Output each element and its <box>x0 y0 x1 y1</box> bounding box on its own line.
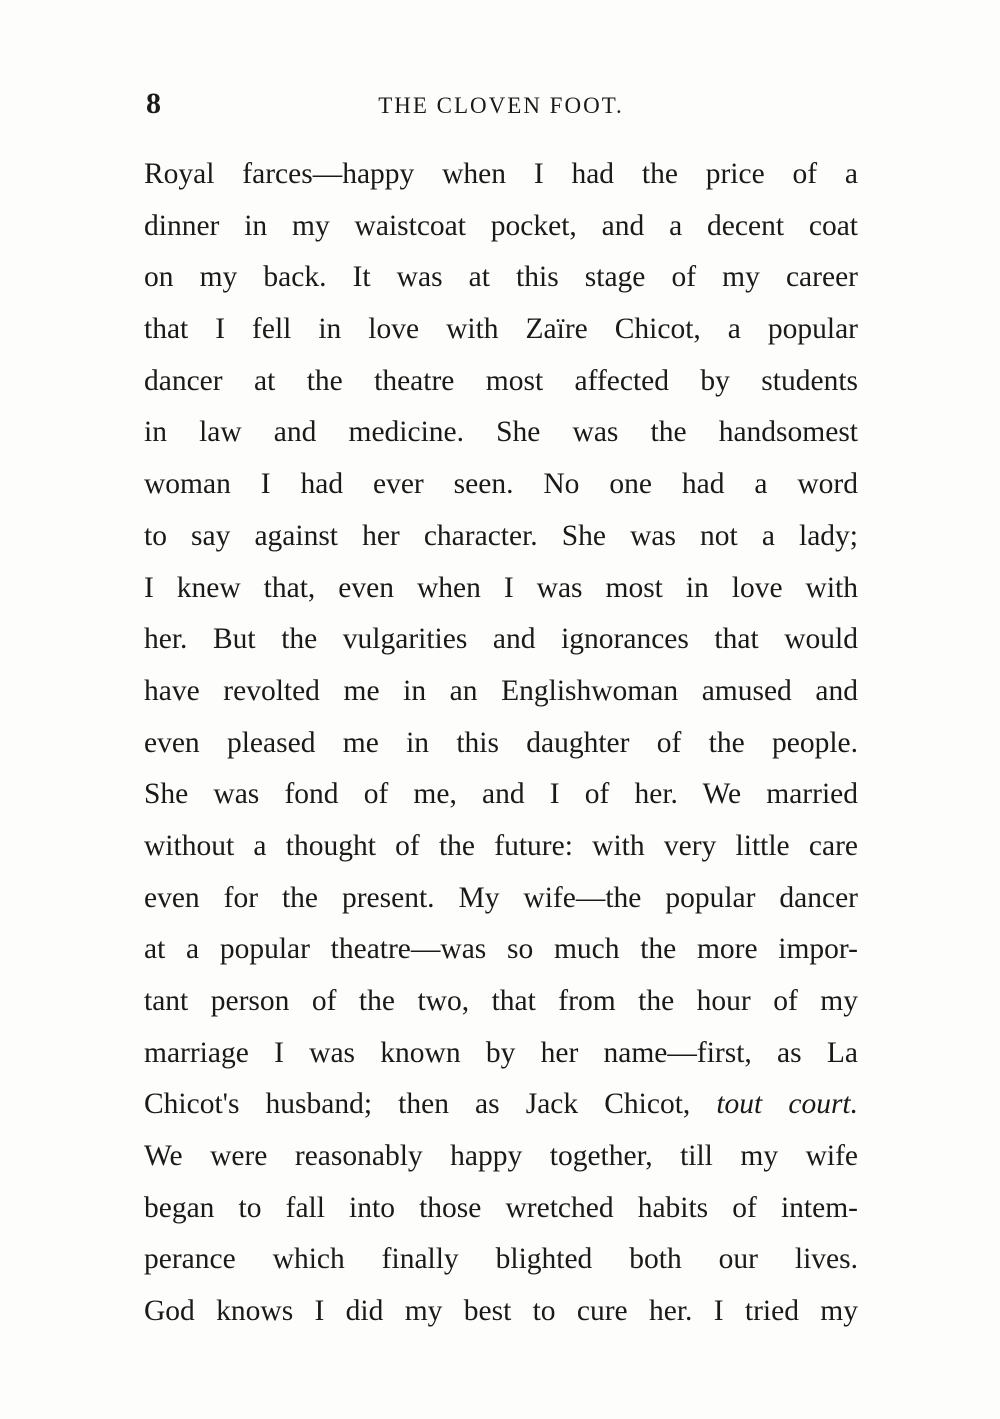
text-line: on my back. It was at this stage of my career <box>144 261 858 294</box>
text-line-with-italic <box>144 1079 858 1131</box>
text-line: dancer at the theatre most affected by students <box>144 364 858 397</box>
text-line: I knew that, even when I was most in love with <box>144 571 858 604</box>
text-line: marriage I was known by her name—first, as La <box>144 1036 858 1069</box>
text-line: tant person of the two, that from the hour of my <box>144 985 858 1017</box>
page-number: 8 <box>146 87 161 120</box>
text-line: perance which finally blighted both our lives. <box>144 1243 858 1276</box>
text-line: even pleased me in this daughter of the people. <box>144 726 858 759</box>
text-line: without a thought of the future: with very little care <box>144 829 858 862</box>
text-line: to say against her character. She was not a lady; <box>144 519 858 552</box>
text-line: Royal farces—happy when I had the price of a <box>144 158 858 190</box>
text-line: at a popular theatre—was so much the more impor- <box>144 933 858 966</box>
text-line: even for the present. My wife—the popular dancer <box>144 881 858 914</box>
text-line: her. But the vulgarities and ignorances that would <box>144 623 858 656</box>
text-line: began to fall into those wretched habits of intem- <box>144 1191 858 1224</box>
text-line: We were reasonably happy together, till my wife <box>144 1140 858 1173</box>
page-header <box>144 84 858 124</box>
text-line: in law and medicine. She was the handsomest <box>144 416 858 449</box>
text-line: woman I had ever seen. No one had a word <box>144 468 858 501</box>
body-text <box>144 149 858 1338</box>
text-line: God knows I did my best to cure her. I tried my <box>144 1295 858 1328</box>
italic-phrase: tout court. <box>716 1088 858 1121</box>
running-title: THE CLOVEN FOOT. <box>378 93 624 118</box>
text-line: have revolted me in an Englishwoman amused and <box>144 674 858 707</box>
text-line: that I fell in love with Zaïre Chicot, a popular <box>144 313 858 346</box>
text-line: She was fond of me, and I of her. We married <box>144 778 858 811</box>
text-line-segment: Chicot's husband; then as Jack Chicot, <box>144 1088 691 1121</box>
text-line: dinner in my waistcoat pocket, and a decent coat <box>144 209 858 242</box>
